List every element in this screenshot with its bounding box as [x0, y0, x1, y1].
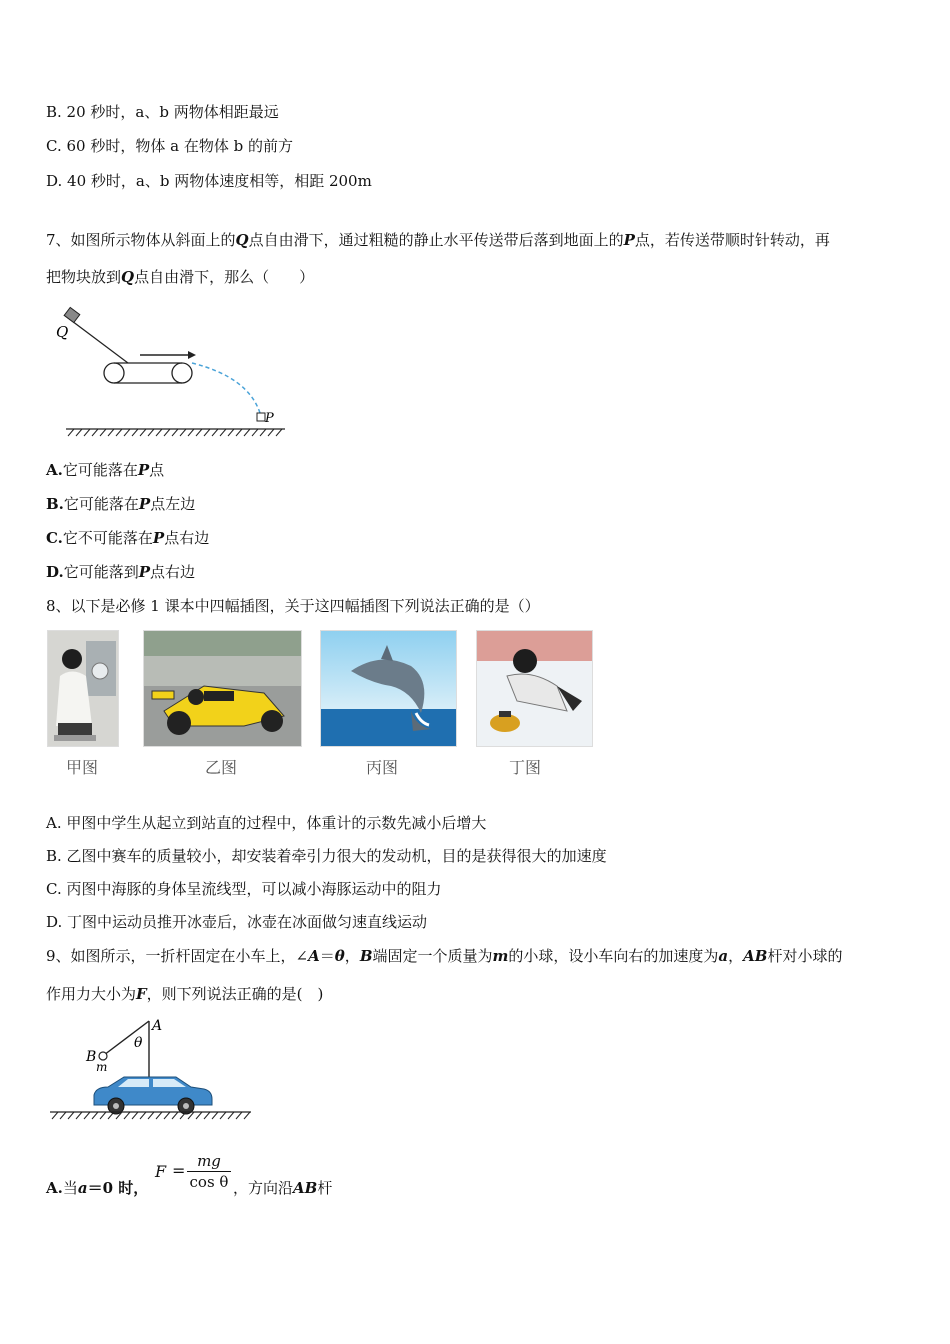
- q9-car-diagram: [46, 1015, 261, 1125]
- q7-conveyor-diagram: [50, 305, 290, 440]
- q7-stem-line2: 把物块放到Q点自由滑下，那么（ ）: [46, 268, 315, 286]
- q8-option-d: D. 丁图中运动员推开冰壶后，冰壶在冰面做匀速直线运动: [46, 913, 428, 931]
- q7-label-q: Q: [56, 323, 69, 341]
- formula-numerator: mg: [197, 1152, 221, 1170]
- q7-label-p: P: [265, 411, 274, 426]
- formula-eq: =: [172, 1161, 186, 1180]
- q8-caption-ding: 丁图: [509, 758, 542, 777]
- q8-stem: 8、以下是必修 1 课本中四幅插图，关于这四幅插图下列说法正确的是（）: [46, 597, 540, 615]
- q8-caption-yi: 乙图: [205, 758, 238, 777]
- q7-stem-line1: 7、如图所示物体从斜面上的Q点自由滑下，通过粗糙的静止水平传送带后落到地面上的P点，若传送带顺时针转动，再: [46, 231, 830, 249]
- q9-stem-line1: 9、如图所示，一折杆固定在小车上，∠A＝θ，B端固定一个质量为m的小球，设小车向右的加速度为a，AB杆对小球的: [46, 947, 843, 965]
- q8-caption-bing: 丙图: [366, 758, 399, 777]
- q8-photo-bing: [320, 630, 457, 747]
- q7-option-a: A.它可能落在P点: [46, 461, 165, 479]
- formula-fraction: [187, 1152, 231, 1192]
- q9-label-m: m: [96, 1060, 108, 1074]
- q6-option-c: C. 60 秒时，物体 a 在物体 b 的前方: [46, 137, 293, 155]
- q9-label-theta: θ: [134, 1035, 143, 1051]
- formula-f: F: [155, 1162, 167, 1181]
- q7-option-d: D.它可能落到P点右边: [46, 563, 196, 581]
- formula-denominator: cos θ: [189, 1173, 229, 1191]
- q9-option-a-tail: ，方向沿AB杆: [233, 1179, 333, 1197]
- q8-photo-ding: [476, 630, 593, 747]
- q8-option-a: A. 甲图中学生从起立到站直的过程中，体重计的示数先减小后增大: [46, 814, 487, 832]
- q9-label-b: B: [86, 1049, 97, 1065]
- q7-option-c: C.它不可能落在P点右边: [46, 529, 210, 547]
- q8-photo-yi: [143, 630, 302, 747]
- q9-label-a: A: [152, 1018, 163, 1034]
- q7-option-b: B.它可能落在P点左边: [46, 495, 196, 513]
- q9-option-a: A.当a＝0 时，: [46, 1179, 149, 1197]
- q8-photo-jia: [47, 630, 119, 747]
- q6-option-d: D. 40 秒时，a、b 两物体速度相等，相距 200m: [46, 172, 372, 190]
- q8-option-b: B. 乙图中赛车的质量较小，却安装着牵引力很大的发动机，目的是获得很大的加速度: [46, 847, 607, 865]
- q8-caption-jia: 甲图: [66, 758, 99, 777]
- q9-stem-line2: 作用力大小为F，则下列说法正确的是( ): [46, 985, 324, 1003]
- q8-option-c: C. 丙图中海豚的身体呈流线型，可以减小海豚运动中的阻力: [46, 880, 442, 898]
- q6-option-b: B. 20 秒时，a、b 两物体相距最远: [46, 103, 279, 121]
